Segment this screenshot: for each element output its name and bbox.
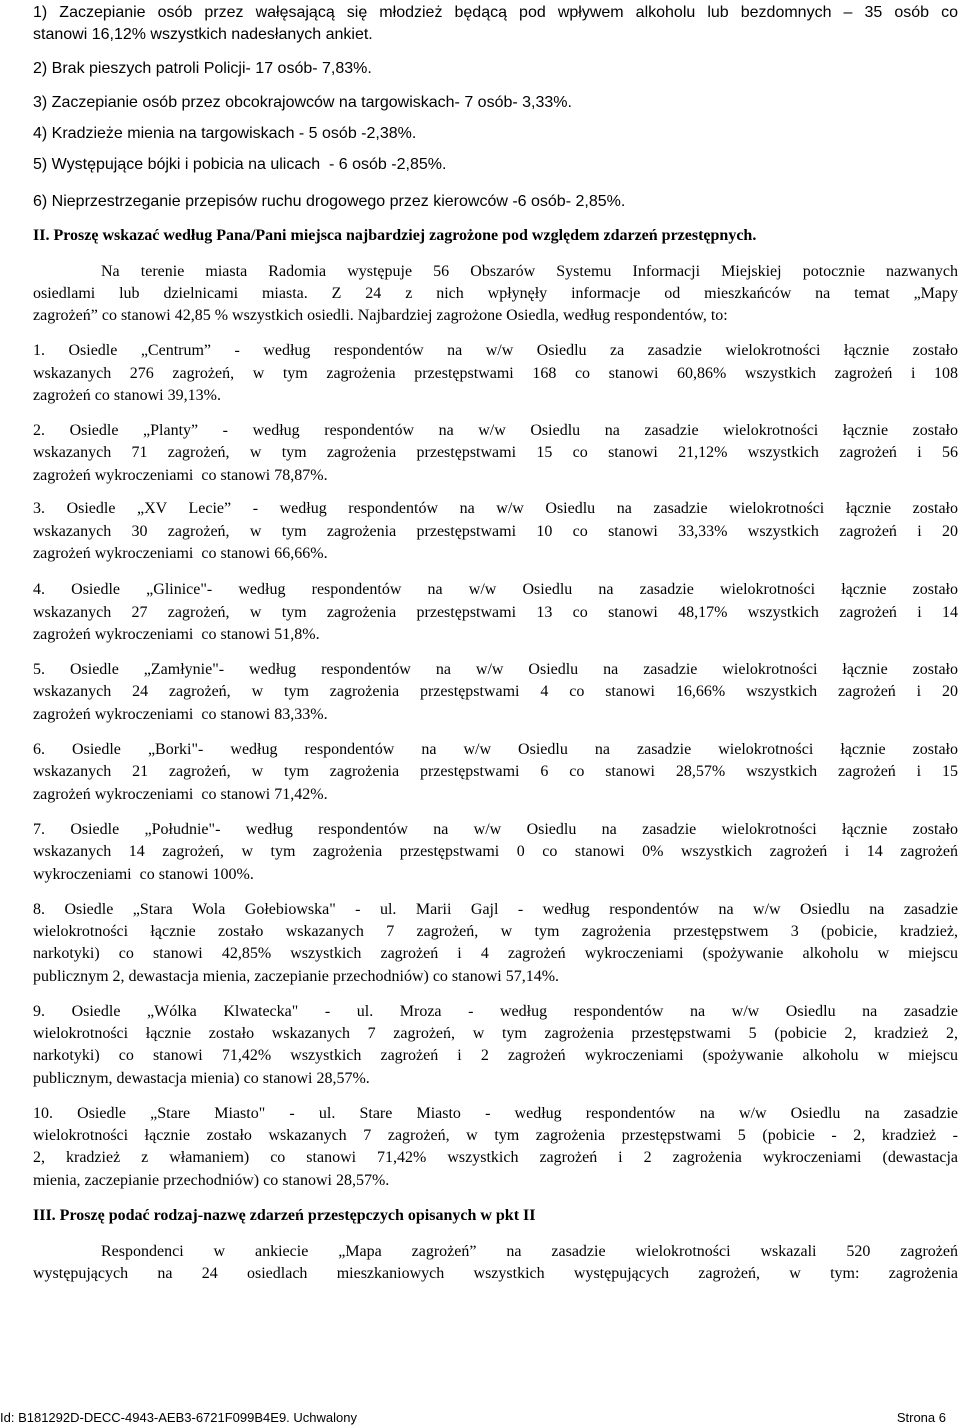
item-9-line-3: narkotyki) co stanowi 71,42% wszystkich zagrożeń i 2 zagrożeń wykroczeniami (spożywanie alkoholu w miejscu: [33, 1047, 958, 1064]
list-item-1-line-1: 1) Zaczepianie osób przez wałęsającą się młodzież będącą pod wpływem alkoholu lub bezdomnych – 35 osób co: [33, 4, 958, 21]
item-4-line-1: 4. Osiedle „Glinice"- według respondentów na w/w Osiedlu na zasadzie wielokrotności łącznie zostało: [33, 581, 958, 598]
section-2-heading: II. Proszę wskazać według Pana/Pani miejsca najbardziej zagrożone pod względem zdarzeń przestępnych.: [33, 227, 757, 244]
section-2-intro-line-3: zagrożeń” co stanowi 42,85 % wszystkich osiedli. Najbardziej zagrożone Osiedla, według respondentów, to:: [33, 307, 728, 324]
section-3-line-2: występujących na 24 osiedlach mieszkaniowych wszystkich występujących zagrożeń, w tym: zagrożenia: [33, 1265, 958, 1282]
item-8-line-3: narkotyki) co stanowi 42,85% wszystkich zagrożeń i 4 zagrożeń wykroczeniami (spożywanie alkoholu w miejscu: [33, 945, 958, 962]
list-item-2: 2) Brak pieszych patroli Policji- 17 osób- 7,83%.: [33, 60, 372, 77]
item-10-line-1: 10. Osiedle „Stare Miasto" - ul. Stare Miasto - według respondentów na w/w Osiedlu na zasadzie: [33, 1105, 958, 1122]
item-6-line-2: wskazanych 21 zagrożeń, w tym zagrożenia przestępstwami 6 co stanowi 28,57% wszystkich zagrożeń i 15: [33, 763, 958, 780]
item-10-line-2: wielokrotności łącznie zostało wskazanych 7 zagrożeń, w tym zagrożenia przestępstwami 5 (pobicie - 2, kradzież -: [33, 1127, 958, 1144]
list-item-6: 6) Nieprzestrzeganie przepisów ruchu drogowego przez kierowców -6 osób- 2,85%.: [33, 193, 626, 210]
page-number: Strona 6: [896, 1410, 946, 1425]
item-4-line-2: wskazanych 27 zagrożeń, w tym zagrożenia przestępstwami 13 co stanowi 48,17% wszystkich zagrożeń i 14: [33, 604, 958, 621]
list-item-1-line-2: stanowi 16,12% wszystkich nadesłanych ankiet.: [33, 26, 373, 43]
item-8-line-1: 8. Osiedle „Stara Wola Gołebiowska" - ul. Marii Gajl - według respondentów na w/w Osiedlu na zasadzie: [33, 901, 958, 918]
item-5-line-3: zagrożeń wykroczeniami co stanowi 83,33%.: [33, 706, 328, 723]
list-item-4: 4) Kradzieże mienia na targowiskach - 5 osób -2,38%.: [33, 125, 417, 142]
list-item-5: 5) Występujące bójki i pobicia na ulicach - 6 osób -2,85%.: [33, 156, 447, 173]
item-10-line-4: mienia, zaczepianie przechodniów) co stanowi 28,57%.: [33, 1172, 390, 1189]
item-9-line-4: publicznym, dewastacja mienia) co stanowi 28,57%.: [33, 1070, 370, 1087]
item-9-line-2: wielokrotności łącznie zostało wskazanych 7 zagrożeń, w tym zagrożenia przestępstwami 5 (pobicie 2, kradzież 2,: [33, 1025, 958, 1042]
section-3-line-1: Respondenci w ankiecie „Mapa zagrożeń” na zasadzie wielokrotności wskazali 520 zagrożeń: [101, 1243, 958, 1260]
item-7-line-3: wykroczeniami co stanowi 100%.: [33, 866, 254, 883]
item-2-line-1: 2. Osiedle „Planty” - według respondentów na w/w Osiedlu na zasadzie wielokrotności łącznie zostało: [33, 422, 958, 439]
item-6-line-3: zagrożeń wykroczeniami co stanowi 71,42%.: [33, 786, 328, 803]
item-1-line-1: 1. Osiedle „Centrum” - według respondentów na w/w Osiedlu za zasadzie wielokrotności łącznie zostało: [33, 342, 958, 359]
section-2-intro-line-2: osiedlami lub dzielnicami miasta. Z 24 z nich wpłynęły informacje od mieszkańców na temat „Mapy: [33, 285, 958, 302]
item-4-line-3: zagrożeń wykroczeniami co stanowi 51,8%.: [33, 626, 320, 643]
page-footer: [0, 1408, 960, 1428]
document-id: Id: B181292D-DECC-4943-AEB3-6721F099B4E9. Uchwalony: [0, 1410, 357, 1425]
item-7-line-2: wskazanych 14 zagrożeń, w tym zagrożenia przestępstwami 0 co stanowi 0% wszystkich zagrożeń i 14 zagrożeń: [33, 843, 958, 860]
item-10-line-3: 2, kradzież z włamaniem) co stanowi 71,42% wszystkich zagrożeń i 2 zagrożenia wykroczeniami (dewastacja: [33, 1149, 958, 1166]
item-3-line-2: wskazanych 30 zagrożeń, w tym zagrożenia przestępstwami 10 co stanowi 33,33% wszystkich zagrożeń i 20: [33, 523, 958, 540]
item-6-line-1: 6. Osiedle „Borki"- według respondentów na w/w Osiedlu na zasadzie wielokrotności łącznie zostało: [33, 741, 958, 758]
item-2-line-3: zagrożeń wykroczeniami co stanowi 78,87%.: [33, 467, 328, 484]
item-7-line-1: 7. Osiedle „Południe"- według respondentów na w/w Osiedlu na zasadzie wielokrotności łącznie zostało: [33, 821, 958, 838]
item-3-line-1: 3. Osiedle „XV Lecie” - według respondentów na w/w Osiedlu na zasadzie wielokrotności łącznie zostało: [33, 500, 958, 517]
item-1-line-3: zagrożeń co stanowi 39,13%.: [33, 387, 221, 404]
item-2-line-2: wskazanych 71 zagrożeń, w tym zagrożenia przestępstwami 15 co stanowi 21,12% wszystkich zagrożeń i 56: [33, 444, 958, 461]
item-9-line-1: 9. Osiedle „Wólka Klwatecka" - ul. Mroza - według respondentów na w/w Osiedlu na zasadzie: [33, 1003, 958, 1020]
item-8-line-2: wielokrotności łącznie zostało wskazanych 7 zagrożeń, w tym zagrożenia przestępstwem 3 (pobicie, kradzież,: [33, 923, 958, 940]
item-5-line-2: wskazanych 24 zagrożeń, w tym zagrożenia przestępstwami 4 co stanowi 16,66% wszystkich zagrożeń i 20: [33, 683, 958, 700]
item-3-line-3: zagrożeń wykroczeniami co stanowi 66,66%.: [33, 545, 328, 562]
list-item-3: 3) Zaczepianie osób przez obcokrajowców na targowiskach- 7 osób- 3,33%.: [33, 94, 572, 111]
item-5-line-1: 5. Osiedle „Zamłynie"- według respondentów na w/w Osiedlu na zasadzie wielokrotności łącznie zostało: [33, 661, 958, 678]
section-2-intro-line-1: Na terenie miasta Radomia występuje 56 Obszarów Systemu Informacji Miejskiej potocznie nazwanych: [101, 263, 958, 280]
item-1-line-2: wskazanych 276 zagrożeń, w tym zagrożenia przestępstwami 168 co stanowi 60,86% wszystkich zagrożeń i 108: [33, 365, 958, 382]
section-3-heading: III. Proszę podać rodzaj-nazwę zdarzeń przestępczych opisanych w pkt II: [33, 1207, 536, 1224]
item-8-line-4: publicznym 2, dewastacja mienia, zaczepianie przechodniów) co stanowi 57,14%.: [33, 968, 560, 985]
